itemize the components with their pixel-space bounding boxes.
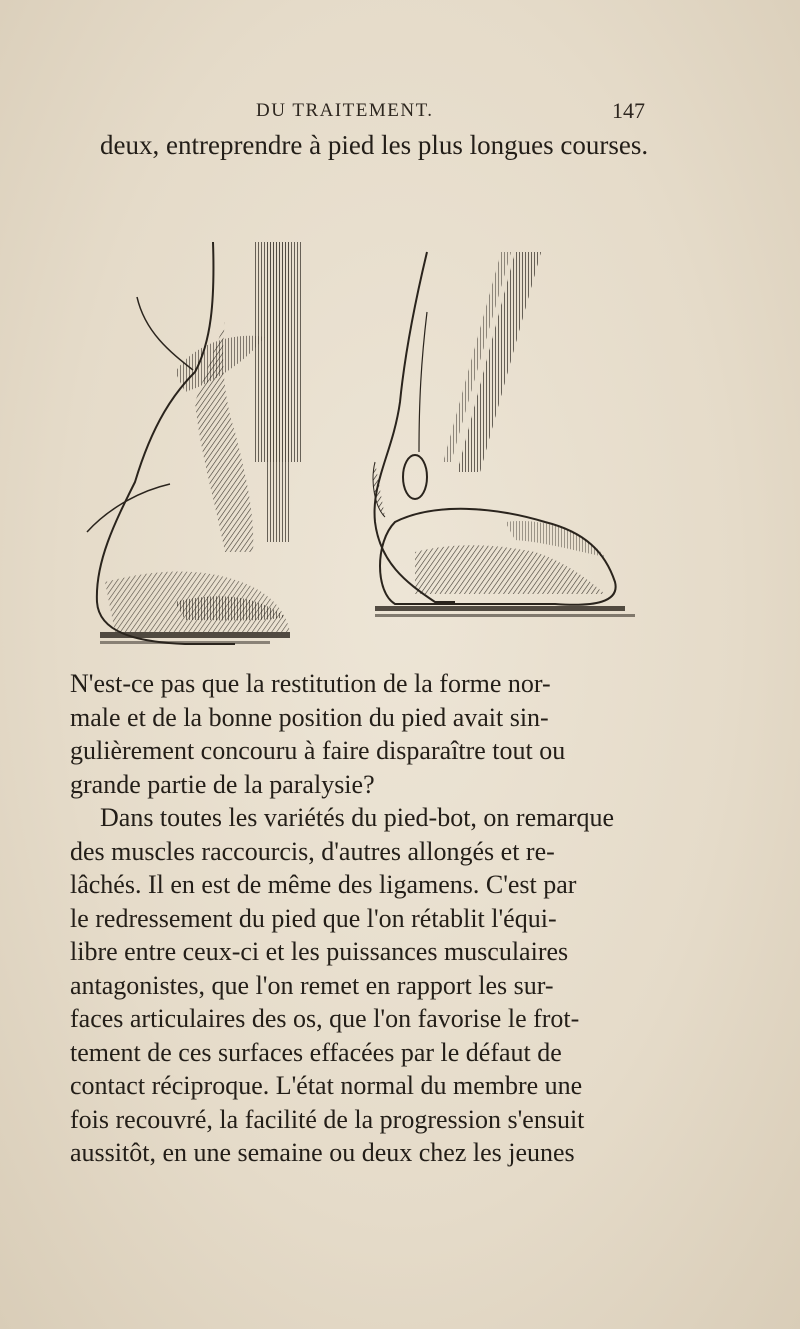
text-line: Dans toutes les variétés du pied-bot, on remarque	[100, 803, 615, 832]
text-line: aussitôt, en une semaine ou deux chez les jeunes	[70, 1138, 575, 1167]
text-line: gulièrement concouru à faire disparaître tout ou	[70, 736, 566, 765]
text-line: antagonistes, que l'on remet en rapport les sur-	[70, 970, 554, 1000]
text-line: tement de ces surfaces effacées par le défaut de	[70, 1037, 562, 1067]
text-line: male et de la bonne position du pied avait sin-	[70, 702, 549, 732]
foot-illustration-right	[373, 252, 635, 617]
page-number: 147	[612, 98, 645, 123]
text-line: faces articulaires des os, que l'on favorise le frot-	[70, 1004, 580, 1033]
running-title: DU TRAITEMENT.	[256, 100, 434, 121]
foot-illustration-left	[87, 242, 303, 644]
body-text	[70, 667, 730, 1170]
text-line: des muscles raccourcis, d'autres allongés et re-	[70, 836, 555, 866]
running-head	[0, 98, 800, 128]
text-line: le redressement du pied que l'on rétablit l'équi-	[70, 903, 557, 933]
text-line: contact réciproque. L'état normal du membre une	[70, 1071, 583, 1100]
text-line: libre entre ceux-ci et les puissances musculaires	[70, 937, 569, 966]
opening-line: deux, entreprendre à pied les plus longues courses.	[100, 130, 649, 160]
text-line: lâchés. Il en est de même des ligamens. C'est par	[70, 870, 577, 899]
text-line: N'est-ce pas que la restitution de la forme nor-	[70, 669, 551, 698]
text-line: grande partie de la paralysie?	[70, 769, 375, 799]
text-line: fois recouvré, la facilité de la progression s'ensuit	[70, 1104, 585, 1134]
foot-illustration	[75, 222, 715, 662]
